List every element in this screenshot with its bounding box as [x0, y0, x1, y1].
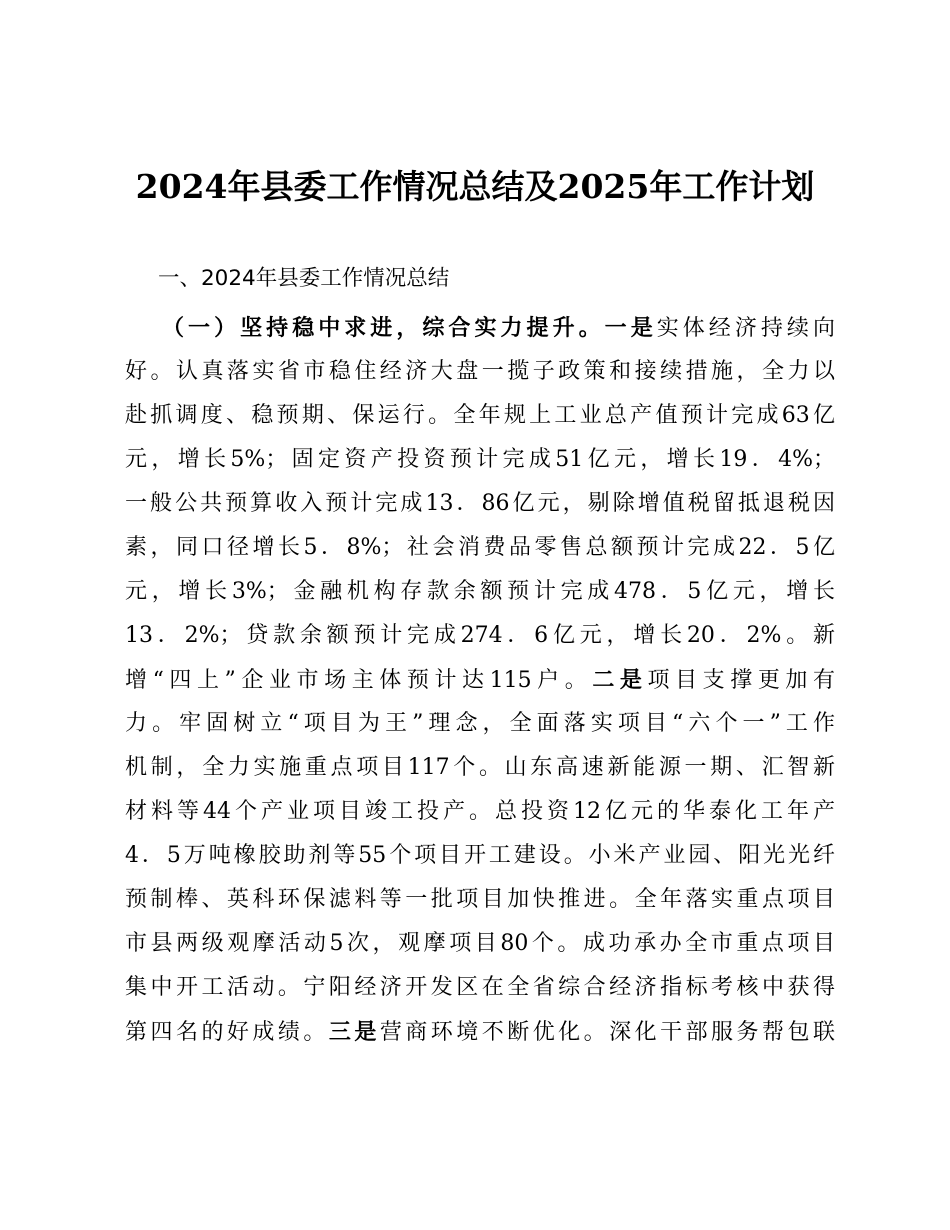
- text-run: 第四名的好成绩。: [125, 1020, 329, 1045]
- text-run: 营商环境不断优化。深化干部服务帮包联: [379, 1020, 835, 1045]
- paragraph-line: [125, 922, 835, 966]
- text-run: 一般公共预算收入预计完成13．86亿元，剔除增值税留抵退税因: [125, 491, 835, 516]
- paragraph-line: [125, 966, 835, 1010]
- point-label: 一是: [604, 315, 657, 341]
- text-run: 机制，全力实施重点项目117个。山东高速新能源一期、汇智新: [125, 755, 835, 780]
- text-run: 元，增长3%；金融机构存款余额预计完成478．5亿元，增长: [125, 579, 835, 604]
- text-run: 预制棒、英科环保滤料等一批项目加快推进。全年落实重点项目: [125, 887, 835, 912]
- paragraph-line: [125, 526, 835, 570]
- text-run: 项目支撑更加有: [647, 668, 835, 693]
- text-run: 增“四上”企业市场主体预计达115户。: [125, 668, 593, 693]
- paragraph-line: [125, 306, 835, 350]
- text-run: 4．5万吨橡胶助剂等55个项目开工建设。小米产业园、阳光光纤: [125, 843, 835, 868]
- paragraph-line: [125, 350, 835, 394]
- paragraph-line: [125, 1010, 835, 1054]
- text-run: 材料等44个产业项目竣工投产。总投资12亿元的华泰化工年产: [125, 799, 835, 824]
- text-run: 素，同口径增长5．8%；社会消费品零售总额预计完成22．5亿: [125, 535, 835, 560]
- body-text: [125, 306, 835, 1054]
- text-run: 力。牢固树立“项目为王”理念，全面落实项目“六个一”工作: [125, 711, 835, 736]
- text-run: 实体经济持续向: [656, 316, 835, 341]
- text-run: 13．2%；贷款余额预计完成274．6亿元，增长20．2%。新: [125, 623, 835, 648]
- text-run: 赴抓调度、稳预期、保运行。全年规上工业总产值预计完成63亿: [125, 403, 835, 428]
- document-title: 2024年县委工作情况总结及2025年工作计划: [135, 167, 815, 206]
- paragraph-line: [125, 658, 835, 702]
- paragraph-line: [125, 438, 835, 482]
- paragraph-line: [125, 570, 835, 614]
- paragraph-line: [125, 878, 835, 922]
- text-run: 好。认真落实省市稳住经济大盘一揽子政策和接续措施，全力以: [125, 359, 835, 384]
- point-label: 二是: [592, 667, 648, 693]
- paragraph-line: [125, 702, 835, 746]
- paragraph-line: [125, 790, 835, 834]
- paragraph-line: [125, 614, 835, 658]
- paragraph-line: [125, 746, 835, 790]
- text-run: 集中开工活动。宁阳经济开发区在全省综合经济指标考核中获得: [125, 975, 835, 1000]
- text-run: 市县两级观摩活动5次，观摩项目80个。成功承办全市重点项目: [125, 931, 835, 956]
- section-heading: 一、2024年县委工作情况总结: [158, 266, 450, 291]
- subsection-heading: （一）坚持稳中求进，综合实力提升。: [162, 315, 605, 341]
- paragraph-line: [125, 394, 835, 438]
- paragraph-line: [125, 834, 835, 878]
- point-label: 三是: [328, 1019, 380, 1045]
- paragraph-line: [125, 482, 835, 526]
- text-run: 元，增长5%；固定资产投资预计完成51亿元，增长19．4%；: [125, 447, 835, 472]
